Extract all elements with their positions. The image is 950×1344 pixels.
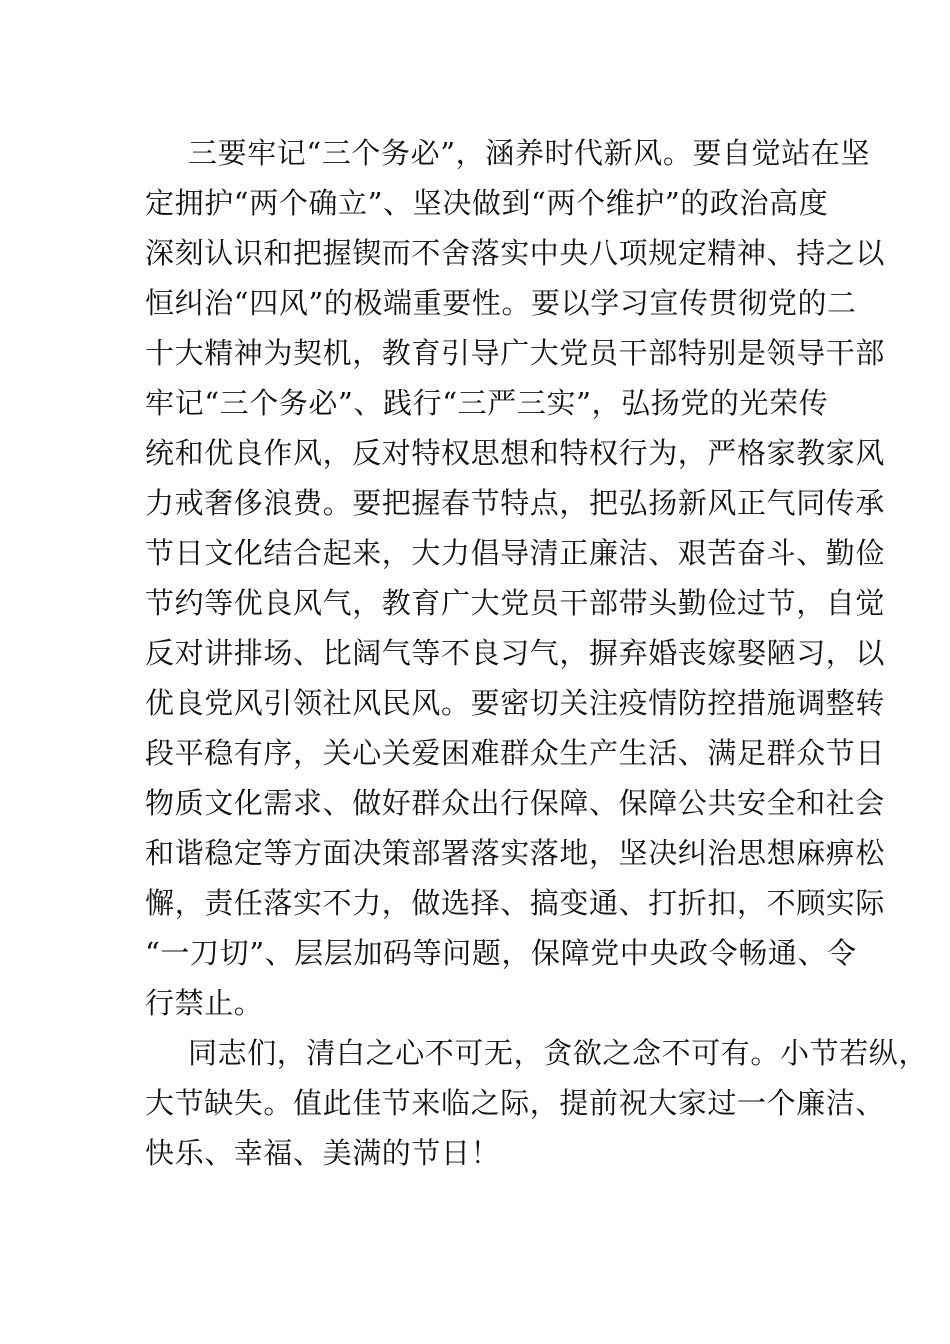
text-line: 牢记“三个务必”、践行“三严三实”，弘扬党的光荣传 — [145, 386, 829, 420]
paragraph-closing-remarks — [145, 1028, 929, 1178]
text-line: 十大精神为契机，教育引导广大党员干部特别是领导干部 — [145, 336, 886, 370]
text-line: 行禁止。 — [145, 986, 264, 1020]
text-line: 深刻认识和把握锲而不舍落实中央八项规定精神、持之以 — [145, 236, 886, 270]
text-line: 三要牢记“三个务必”，涵养时代新风。要自觉站在坚 — [188, 136, 871, 170]
text-line: 力戒奢侈浪费。要把握春节特点，把弘扬新风正气同传承 — [145, 486, 886, 520]
text-line: 统和优良作风，反对特权思想和特权行为，严格家教家风 — [145, 436, 886, 470]
text-line: 反对讲排场、比阔气等不良习气，摒弃婚丧嫁娶陋习，以 — [145, 636, 886, 670]
text-line: 懈，责任落实不力，做选择、搞变通、打折扣，不顾实际 — [145, 886, 886, 920]
text-line: 节约等优良风气，教育广大党员干部带头勤俭过节，自觉 — [145, 586, 886, 620]
text-line: 同志们，清白之心不可无，贪欲之念不可有。小节若纵， — [188, 1036, 929, 1070]
text-line: 节日文化结合起来，大力倡导清正廉洁、艰苦奋斗、勤俭 — [145, 536, 886, 570]
text-line: 优良党风引领社风民风。要密切关注疫情防控措施调整转 — [145, 686, 886, 720]
text-line: 恒纠治“四风”的极端重要性。要以学习宣传贯彻党的二 — [145, 286, 857, 320]
text-line: 快乐、幸福、美满的节日！ — [145, 1136, 501, 1170]
text-line: 定拥护“两个确立”、坚决做到“两个维护”的政治高度 — [145, 186, 829, 220]
paragraph-three-musts — [145, 128, 886, 1028]
text-line: 段平稳有序，关心关爱困难群众生产生活、满足群众节日 — [145, 736, 886, 770]
text-line: 和谐稳定等方面决策部署落实落地，坚决纠治思想麻痹松 — [145, 836, 886, 870]
text-line: 大节缺失。值此佳节来临之际，提前祝大家过一个廉洁、 — [145, 1086, 886, 1120]
document-body — [145, 128, 929, 1178]
text-line: 物质文化需求、做好群众出行保障、保障公共安全和社会 — [145, 786, 886, 820]
text-line: “一刀切”、层层加码等问题，保障党中央政令畅通、令 — [145, 936, 857, 970]
